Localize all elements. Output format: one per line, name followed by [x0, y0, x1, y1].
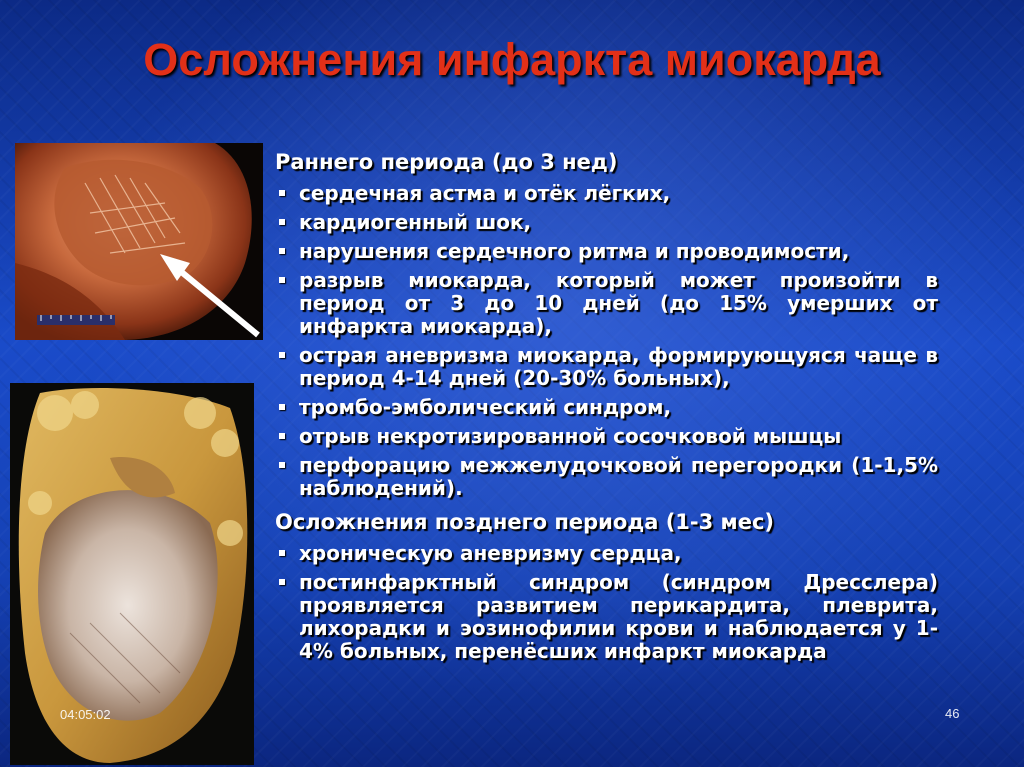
slide-title: Осложнения инфаркта миокарда: [143, 34, 881, 85]
list-item-text: тромбо-эмболический синдром,: [299, 395, 672, 419]
early-period-heading: Раннего периода (до 3 нед): [275, 150, 618, 174]
bullet-icon: [279, 404, 285, 410]
slide-page-number: 46: [945, 706, 960, 721]
list-item-text: нарушения сердечного ритма и проводимости,: [299, 239, 850, 263]
bullet-icon: [279, 219, 285, 225]
list-item: [275, 542, 938, 565]
list-item: [275, 425, 938, 448]
list-item-text: разрыв миокарда, который может произойти в период от 3 до 10 дней (до 15% умерших от инфаркта миокарда),: [299, 268, 938, 338]
slide-timestamp: 04:05:02: [60, 707, 111, 722]
list-item-text: отрыв некротизированной сосочковой мышцы: [299, 424, 842, 448]
bullet-icon: [279, 248, 285, 254]
list-item-text: постинфарктный синдром (синдром Дресслера) проявляется развитием перикардита, плеврита, лихорадки и эозинофилии крови и наблюдается у 1-4% больных, перенёсших инфаркт миокарда: [299, 570, 938, 663]
bullet-icon: [279, 579, 285, 585]
list-item-text: острая аневризма миокарда, формирующуяся чаще в период 4-14 дней (20-30% больных),: [299, 343, 938, 390]
list-item: [275, 269, 938, 338]
bullet-icon: [279, 433, 285, 439]
bullet-icon: [279, 462, 285, 468]
list-item-text: сердечная астма и отёк лёгких,: [299, 181, 671, 205]
list-item: [275, 344, 938, 390]
list-item-text: кардиогенный шок,: [299, 210, 532, 234]
heart-aneurysm-specimen-photo: [10, 383, 254, 765]
early-complications-list: [275, 182, 938, 500]
list-item: [275, 571, 938, 663]
late-period-heading: Осложнения позднего периода (1-3 мес): [275, 510, 775, 534]
heart-rupture-specimen-photo: [15, 143, 263, 340]
list-item-text: перфорацию межжелудочковой перегородки (1-1,5% наблюдений).: [299, 453, 938, 500]
bullet-icon: [279, 277, 285, 283]
bullet-icon: [279, 352, 285, 358]
list-item: [275, 211, 938, 234]
complications-content: [275, 148, 938, 663]
list-item-text: хроническую аневризму сердца,: [299, 541, 682, 565]
list-item: [275, 240, 938, 263]
late-complications-list: [275, 542, 938, 663]
bullet-icon: [279, 550, 285, 556]
list-item: [275, 396, 938, 419]
bullet-icon: [279, 190, 285, 196]
list-item: [275, 182, 938, 205]
list-item: [275, 454, 938, 500]
